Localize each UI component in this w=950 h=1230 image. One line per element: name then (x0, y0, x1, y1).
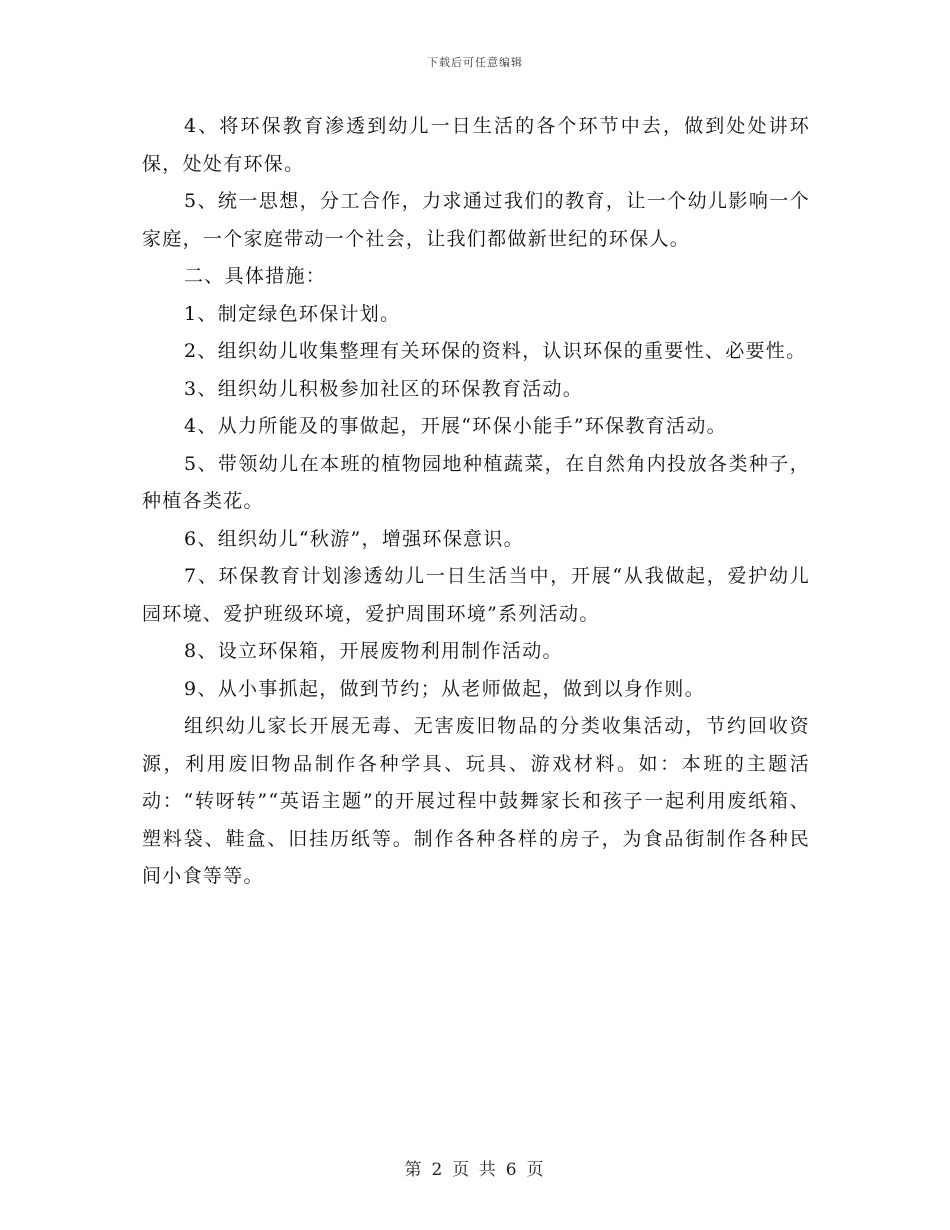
paragraph-13: 组织幼儿家长开展无毒、无害废旧物品的分类收集活动，节约回收资源，利用废旧物品制作各种学具、玩具、游戏材料。如：本班的主题活动：“转呀转”“英语主题”的开展过程中鼓舞家长和孩子一起利用废纸箱、塑料袋、鞋盒、旧挂历纸等。制作各种各样的房子，为食品街制作各种民间小食等等。 (142, 715, 810, 887)
paragraph-8: 5、带领幼儿在本班的植物园地种植蔬菜，在自然角内投放各类种子，种植各类花。 (142, 452, 810, 512)
paragraph-4: 1、制定绿色环保计划。 (184, 302, 401, 325)
footer-prefix: 第 (404, 1160, 424, 1180)
footer-current-page: 2 (431, 1160, 445, 1180)
paragraph-2: 5、统一思想，分工合作，力求通过我们的教育，让一个幼儿影响一个家庭，一个家庭带动一个社会，让我们都做新世纪的环保人。 (142, 190, 810, 250)
paragraph-12: 9、从小事抓起，做到节约；从老师做起，做到以身作则。 (184, 677, 705, 700)
paragraph-6: 3、组织幼儿积极参加社区的环保教育活动。 (184, 377, 584, 400)
paragraph-10: 7、环保教育计划渗透幼儿一日生活当中，开展“从我做起，爱护幼儿园环境、爱护班级环境，爱护周围环境”系列活动。 (142, 565, 810, 625)
document-body (142, 108, 810, 896)
paragraph-1: 4、将环保教育渗透到幼儿一日生活的各个环节中去，做到处处讲环保，处处有环保。 (142, 115, 810, 175)
paragraph-5: 2、组织幼儿收集整理有关环保的资料，认识环保的重要性、必要性。 (184, 340, 807, 362)
paragraph-9: 6、组织幼儿“秋游”，增强环保意识。 (184, 527, 524, 550)
section-heading: 二、具体措施： (184, 265, 327, 287)
header-note: 下载后可任意编辑 (427, 56, 523, 69)
footer-middle: 页 共 (452, 1160, 498, 1180)
footer-total-pages: 6 (505, 1160, 519, 1180)
footer-suffix: 页 (526, 1160, 546, 1180)
paragraph-11: 8、设立环保箱，开展废物利用制作活动。 (184, 640, 563, 662)
paragraph-7: 4、从力所能及的事做起，开展“环保小能手”环保教育活动。 (184, 415, 727, 437)
page-footer (0, 1155, 950, 1180)
